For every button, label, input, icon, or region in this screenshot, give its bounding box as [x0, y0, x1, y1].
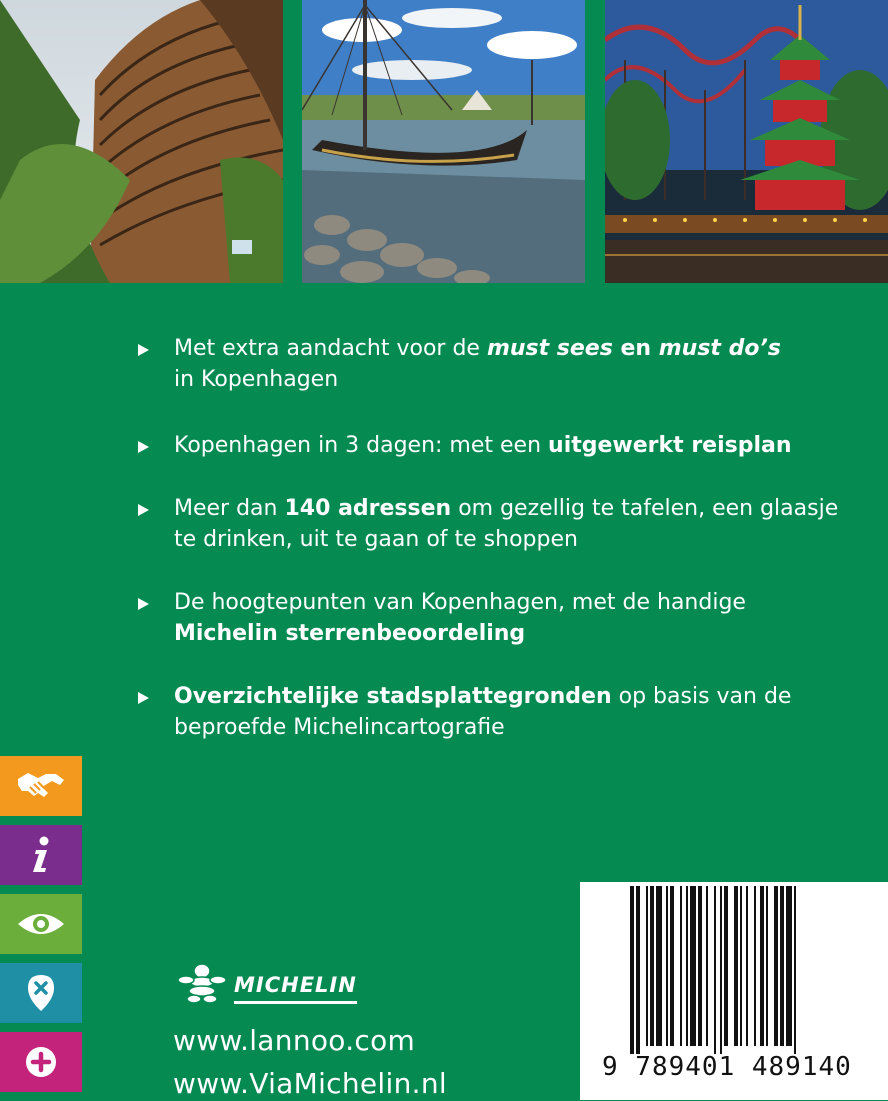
feature-item	[138, 493, 858, 555]
barcode-bar	[734, 886, 738, 1046]
photo-modern-building	[0, 0, 283, 283]
feature-emphasis: uitgewerkt reisplan	[548, 433, 792, 458]
feature-text: in Kopenhagen	[174, 367, 339, 392]
photo-viking-ship	[302, 0, 585, 283]
barcode-bar	[698, 886, 702, 1046]
feature-text: Met extra aandacht voor de	[174, 336, 487, 361]
barcode-bar	[680, 886, 682, 1046]
feature-text: om gezellig te tafelen, een glaasje te drinken, uit te gaan of te shoppen	[174, 496, 839, 552]
barcode-bar	[706, 886, 708, 1046]
barcode-bar	[636, 886, 640, 1054]
barcode-bar	[794, 886, 796, 1054]
eye-icon	[16, 910, 66, 938]
tab-handshake	[0, 756, 82, 816]
feature-text: op basis van de beproefde Michelincartografie	[174, 684, 792, 740]
feature-emphasis: must sees	[486, 336, 613, 361]
bullet-arrow-icon	[138, 504, 149, 516]
tab-info	[0, 825, 82, 885]
feature-item	[138, 587, 858, 649]
barcode-bar	[740, 886, 742, 1046]
barcode-bar	[686, 886, 688, 1046]
barcode-bar	[646, 886, 648, 1046]
barcode-bar	[656, 886, 662, 1046]
feature-emphasis: 140 adressen	[284, 496, 452, 521]
tab-map	[0, 963, 82, 1023]
plus-icon	[24, 1045, 58, 1079]
bullet-arrow-icon	[138, 441, 149, 453]
barcode-bar	[724, 886, 728, 1046]
category-tabs	[0, 756, 82, 1101]
feature-item	[138, 681, 858, 743]
tab-sights	[0, 894, 82, 954]
feature-list	[138, 333, 858, 743]
isbn-number: 9 789401 489140	[602, 1052, 852, 1082]
barcode	[580, 882, 888, 1100]
feature-text: De hoogtepunten van Kopenhagen, met de handige	[174, 590, 746, 615]
barcode-bar	[666, 886, 668, 1046]
michelin-logo	[172, 962, 357, 1004]
feature-text: Kopenhagen in 3 dagen: met een	[174, 433, 549, 458]
feature-item	[138, 430, 858, 461]
barcode-bar	[746, 886, 748, 1046]
viamichelin-url[interactable]: www.ViaMichelin.nl	[173, 1067, 447, 1100]
barcode-bar	[774, 886, 778, 1046]
feature-emphasis: Michelin sterrenbeoordeling	[174, 621, 526, 646]
bullet-arrow-icon	[138, 344, 149, 356]
feature-text: Meer dan	[174, 496, 285, 521]
bullet-arrow-icon	[138, 598, 149, 610]
photo-tivoli-pagoda	[605, 0, 888, 283]
barcode-bar	[650, 886, 654, 1046]
barcode-bar	[690, 886, 696, 1046]
info-icon	[30, 836, 52, 874]
feature-emphasis: en	[612, 336, 659, 361]
barcode-bar	[714, 886, 716, 1054]
bibendum-icon	[172, 962, 230, 1004]
barcode-bar	[780, 886, 784, 1046]
feature-emphasis: Overzichtelijke stadsplattegronden	[174, 684, 612, 709]
barcode-bar	[760, 886, 764, 1046]
barcode-bar	[630, 886, 634, 1054]
michelin-wordmark: MICHELIN	[234, 973, 357, 1004]
tab-extra	[0, 1032, 82, 1092]
barcode-bar	[786, 886, 792, 1046]
barcode-bar	[766, 886, 768, 1046]
barcode-bar	[670, 886, 674, 1046]
barcode-bar	[720, 886, 722, 1054]
bullet-arrow-icon	[138, 692, 149, 704]
publisher-url[interactable]: www.lannoo.com	[173, 1024, 416, 1057]
feature-item	[138, 333, 858, 395]
handshake-icon	[16, 769, 66, 803]
feature-emphasis: must do’s	[658, 336, 781, 361]
map-pin-icon	[26, 973, 56, 1013]
barcode-bar	[754, 886, 756, 1046]
